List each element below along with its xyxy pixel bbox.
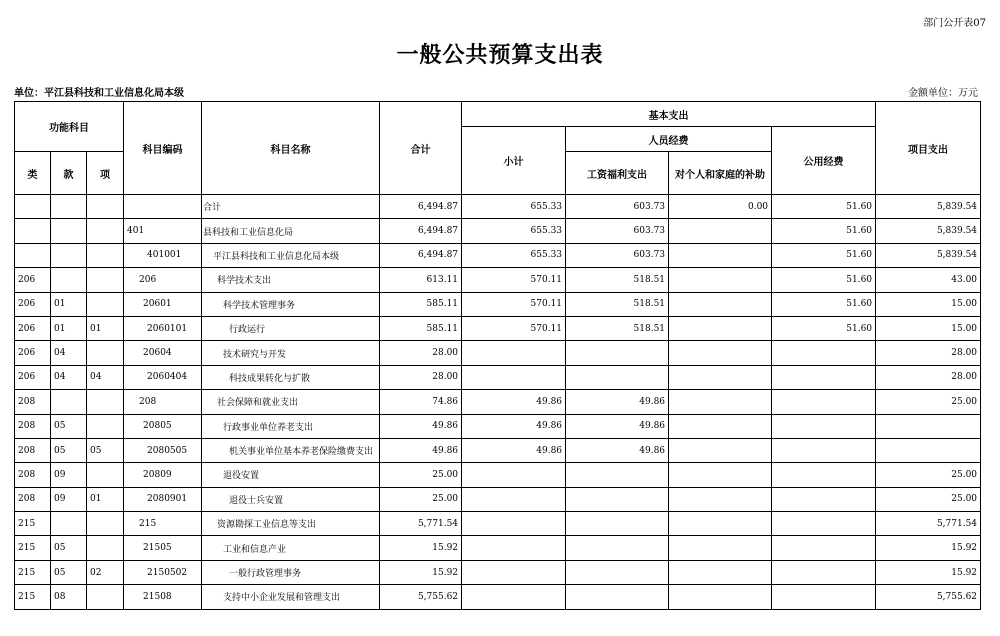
- header-lei: 类: [15, 152, 51, 195]
- cell-wages: 603.73: [566, 219, 669, 243]
- cell-xiang: [87, 463, 124, 487]
- cell-subsidy: [669, 341, 772, 365]
- cell-subtotal: 49.86: [462, 390, 566, 414]
- cell-code: 21508: [124, 585, 202, 609]
- cell-name: 科技成果转化与扩散: [202, 365, 380, 389]
- cell-public: 51.60: [772, 195, 876, 219]
- amount-unit-label: 金额单位：万元: [908, 88, 978, 99]
- cell-code: 21505: [124, 536, 202, 560]
- cell-lei: 208: [15, 463, 51, 487]
- cell-name: 一般行政管理事务: [202, 560, 380, 584]
- cell-lei: 215: [15, 536, 51, 560]
- cell-wages: 49.86: [566, 390, 669, 414]
- cell-name: 行政运行: [202, 316, 380, 340]
- cell-wages: [566, 536, 669, 560]
- cell-wages: [566, 463, 669, 487]
- cell-public: [772, 414, 876, 438]
- cell-subtotal: 570.11: [462, 316, 566, 340]
- cell-public: [772, 512, 876, 536]
- table-row: [15, 390, 981, 414]
- cell-lei: 206: [15, 341, 51, 365]
- cell-xiang: [87, 585, 124, 609]
- header-personnel: 人员经费: [566, 127, 772, 152]
- cell-xiang: 01: [87, 316, 124, 340]
- cell-project: 15.92: [876, 560, 981, 584]
- table-row: [15, 292, 981, 316]
- page-title: 一般公共预算支出表: [396, 42, 604, 68]
- cell-wages: 603.73: [566, 195, 669, 219]
- cell-kuan: 05: [51, 560, 87, 584]
- cell-subtotal: [462, 365, 566, 389]
- cell-project: 15.92: [876, 536, 981, 560]
- cell-name: 技术研究与开发: [202, 341, 380, 365]
- cell-public: [772, 341, 876, 365]
- cell-kuan: 01: [51, 316, 87, 340]
- cell-name: 机关事业单位基本养老保险缴费支出: [202, 438, 380, 462]
- cell-subsidy: [669, 390, 772, 414]
- cell-subtotal: 49.86: [462, 414, 566, 438]
- table-row: [15, 560, 981, 584]
- cell-kuan: [51, 195, 87, 219]
- table-row: [15, 463, 981, 487]
- cell-xiang: [87, 243, 124, 267]
- cell-kuan: 05: [51, 414, 87, 438]
- cell-name: 合计: [202, 195, 380, 219]
- table-row: [15, 487, 981, 511]
- cell-subtotal: 570.11: [462, 268, 566, 292]
- table-row: [15, 316, 981, 340]
- cell-kuan: [51, 219, 87, 243]
- cell-public: [772, 390, 876, 414]
- cell-wages: 49.86: [566, 414, 669, 438]
- cell-wages: 518.51: [566, 316, 669, 340]
- table-row: [15, 414, 981, 438]
- cell-project: 43.00: [876, 268, 981, 292]
- table-row: [15, 243, 981, 267]
- table-row: [15, 365, 981, 389]
- cell-code: 401: [124, 219, 202, 243]
- cell-subsidy: [669, 316, 772, 340]
- cell-subsidy: [669, 487, 772, 511]
- cell-wages: [566, 341, 669, 365]
- header-total: 合计: [380, 102, 462, 195]
- cell-xiang: [87, 219, 124, 243]
- cell-public: [772, 487, 876, 511]
- cell-name: 工业和信息产业: [202, 536, 380, 560]
- table-row: [15, 512, 981, 536]
- cell-subsidy: [669, 536, 772, 560]
- cell-kuan: 04: [51, 365, 87, 389]
- header-code: 科目编码: [124, 102, 202, 195]
- cell-kuan: 04: [51, 341, 87, 365]
- header-func: 功能科目: [15, 102, 124, 152]
- table-row: [15, 195, 981, 219]
- cell-subtotal: 570.11: [462, 292, 566, 316]
- cell-xiang: [87, 292, 124, 316]
- cell-total: 585.11: [380, 316, 462, 340]
- cell-name: 资源勘探工业信息等支出: [202, 512, 380, 536]
- cell-xiang: 05: [87, 438, 124, 462]
- cell-code: 2080505: [124, 438, 202, 462]
- cell-total: 15.92: [380, 560, 462, 584]
- table-row: [15, 268, 981, 292]
- cell-code: 2150502: [124, 560, 202, 584]
- cell-public: [772, 536, 876, 560]
- cell-xiang: [87, 536, 124, 560]
- cell-total: 25.00: [380, 463, 462, 487]
- cell-total: 49.86: [380, 438, 462, 462]
- cell-public: 51.60: [772, 292, 876, 316]
- cell-wages: 518.51: [566, 292, 669, 316]
- cell-xiang: 02: [87, 560, 124, 584]
- table-row: [15, 219, 981, 243]
- cell-wages: [566, 365, 669, 389]
- header-basic: 基本支出: [462, 102, 876, 127]
- cell-code: 20809: [124, 463, 202, 487]
- cell-lei: 206: [15, 365, 51, 389]
- cell-subsidy: [669, 243, 772, 267]
- cell-code: 401001: [124, 243, 202, 267]
- cell-code: 20601: [124, 292, 202, 316]
- cell-project: 25.00: [876, 463, 981, 487]
- unit-label: 单位：平江县科技和工业信息化局本级: [14, 88, 184, 99]
- header-project: 项目支出: [876, 102, 981, 195]
- cell-total: 28.00: [380, 365, 462, 389]
- cell-xiang: 04: [87, 365, 124, 389]
- cell-subtotal: 49.86: [462, 438, 566, 462]
- cell-wages: [566, 487, 669, 511]
- cell-kuan: 01: [51, 292, 87, 316]
- cell-public: [772, 585, 876, 609]
- cell-kuan: 05: [51, 438, 87, 462]
- cell-name: 科学技术支出: [202, 268, 380, 292]
- cell-subsidy: [669, 512, 772, 536]
- table-row: [15, 536, 981, 560]
- cell-xiang: [87, 512, 124, 536]
- cell-total: 25.00: [380, 487, 462, 511]
- cell-code: 20805: [124, 414, 202, 438]
- cell-subsidy: [669, 365, 772, 389]
- cell-code: 2060101: [124, 316, 202, 340]
- header-public: 公用经费: [772, 127, 876, 195]
- cell-project: 25.00: [876, 390, 981, 414]
- cell-lei: 206: [15, 316, 51, 340]
- cell-kuan: 09: [51, 463, 87, 487]
- cell-project: 28.00: [876, 365, 981, 389]
- cell-wages: [566, 560, 669, 584]
- cell-total: 28.00: [380, 341, 462, 365]
- table-row: [15, 585, 981, 609]
- cell-kuan: [51, 243, 87, 267]
- cell-lei: 208: [15, 487, 51, 511]
- cell-code: [124, 195, 202, 219]
- cell-total: 5,771.54: [380, 512, 462, 536]
- cell-kuan: 05: [51, 536, 87, 560]
- cell-lei: [15, 195, 51, 219]
- cell-project: 28.00: [876, 341, 981, 365]
- cell-code: 2060404: [124, 365, 202, 389]
- cell-lei: 208: [15, 438, 51, 462]
- cell-project: 5,755.62: [876, 585, 981, 609]
- cell-name: 支持中小企业发展和管理支出: [202, 585, 380, 609]
- cell-xiang: [87, 268, 124, 292]
- table-number-label: 部门公开表07: [923, 18, 986, 29]
- cell-project: [876, 438, 981, 462]
- cell-total: 5,755.62: [380, 585, 462, 609]
- cell-public: 51.60: [772, 219, 876, 243]
- cell-xiang: 01: [87, 487, 124, 511]
- cell-subtotal: 655.33: [462, 219, 566, 243]
- cell-subtotal: 655.33: [462, 195, 566, 219]
- cell-lei: 208: [15, 390, 51, 414]
- cell-xiang: [87, 390, 124, 414]
- cell-name: 县科技和工业信息化局: [202, 219, 380, 243]
- cell-code: 2080901: [124, 487, 202, 511]
- cell-project: 5,839.54: [876, 243, 981, 267]
- cell-kuan: [51, 512, 87, 536]
- cell-kuan: [51, 268, 87, 292]
- cell-subsidy: [669, 219, 772, 243]
- cell-subsidy: [669, 414, 772, 438]
- cell-public: [772, 438, 876, 462]
- cell-code: 20604: [124, 341, 202, 365]
- cell-total: 6,494.87: [380, 195, 462, 219]
- cell-lei: 215: [15, 560, 51, 584]
- header-xiang: 项: [87, 152, 124, 195]
- cell-lei: 215: [15, 585, 51, 609]
- cell-total: 585.11: [380, 292, 462, 316]
- cell-name: 行政事业单位养老支出: [202, 414, 380, 438]
- table-row: [15, 341, 981, 365]
- cell-kuan: 08: [51, 585, 87, 609]
- cell-subtotal: [462, 341, 566, 365]
- cell-subtotal: [462, 560, 566, 584]
- cell-lei: [15, 243, 51, 267]
- cell-total: 6,494.87: [380, 243, 462, 267]
- cell-kuan: [51, 390, 87, 414]
- cell-total: 6,494.87: [380, 219, 462, 243]
- cell-name: 退役士兵安置: [202, 487, 380, 511]
- cell-wages: 603.73: [566, 243, 669, 267]
- header-subsidy: 对个人和家庭的补助: [669, 152, 772, 195]
- cell-project: 5,771.54: [876, 512, 981, 536]
- cell-name: 社会保障和就业支出: [202, 390, 380, 414]
- cell-project: 5,839.54: [876, 195, 981, 219]
- cell-public: [772, 463, 876, 487]
- cell-wages: [566, 512, 669, 536]
- cell-public: 51.60: [772, 268, 876, 292]
- cell-subsidy: [669, 560, 772, 584]
- cell-lei: 215: [15, 512, 51, 536]
- cell-lei: 208: [15, 414, 51, 438]
- cell-total: 15.92: [380, 536, 462, 560]
- cell-code: 215: [124, 512, 202, 536]
- cell-lei: 206: [15, 292, 51, 316]
- cell-public: [772, 365, 876, 389]
- cell-subsidy: [669, 292, 772, 316]
- cell-subsidy: 0.00: [669, 195, 772, 219]
- cell-project: [876, 414, 981, 438]
- cell-public: 51.60: [772, 316, 876, 340]
- cell-subsidy: [669, 463, 772, 487]
- cell-subtotal: [462, 463, 566, 487]
- header-wages: 工资福利支出: [566, 152, 669, 195]
- header-kuan: 款: [51, 152, 87, 195]
- cell-project: 25.00: [876, 487, 981, 511]
- cell-code: 206: [124, 268, 202, 292]
- cell-subtotal: [462, 487, 566, 511]
- header-name: 科目名称: [202, 102, 380, 195]
- cell-subtotal: 655.33: [462, 243, 566, 267]
- cell-project: 15.00: [876, 316, 981, 340]
- cell-name: 退役安置: [202, 463, 380, 487]
- cell-lei: 206: [15, 268, 51, 292]
- cell-xiang: [87, 414, 124, 438]
- cell-wages: 518.51: [566, 268, 669, 292]
- cell-total: 74.86: [380, 390, 462, 414]
- cell-subtotal: [462, 536, 566, 560]
- cell-subtotal: [462, 512, 566, 536]
- cell-xiang: [87, 195, 124, 219]
- cell-lei: [15, 219, 51, 243]
- cell-wages: [566, 585, 669, 609]
- cell-code: 208: [124, 390, 202, 414]
- cell-subsidy: [669, 585, 772, 609]
- table-row: [15, 438, 981, 462]
- header-subtotal: 小计: [462, 127, 566, 195]
- cell-total: 49.86: [380, 414, 462, 438]
- cell-kuan: 09: [51, 487, 87, 511]
- cell-xiang: [87, 341, 124, 365]
- cell-name: 科学技术管理事务: [202, 292, 380, 316]
- cell-wages: 49.86: [566, 438, 669, 462]
- cell-name: 平江县科技和工业信息化局本级: [202, 243, 380, 267]
- cell-public: 51.60: [772, 243, 876, 267]
- cell-project: 5,839.54: [876, 219, 981, 243]
- cell-public: [772, 560, 876, 584]
- cell-subsidy: [669, 268, 772, 292]
- cell-subtotal: [462, 585, 566, 609]
- cell-subsidy: [669, 438, 772, 462]
- budget-table: [14, 101, 981, 610]
- cell-project: 15.00: [876, 292, 981, 316]
- cell-total: 613.11: [380, 268, 462, 292]
